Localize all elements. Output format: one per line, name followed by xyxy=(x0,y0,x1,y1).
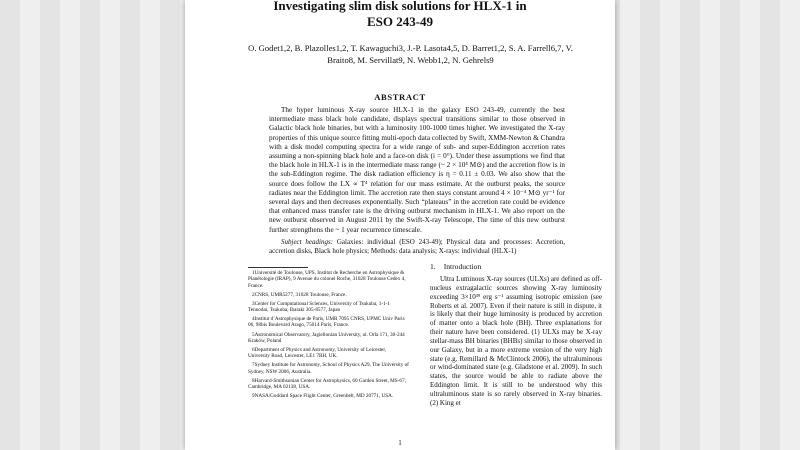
footnote: 3Center for Computational Sciences, University of Tsukuba, 1-1-1 Tennodai, Tsukuba, Ibaraki 305-8577, Japan xyxy=(248,300,390,314)
footnote: 5Astronomical Observatory, Jagiellonian University, ul. Orla 171, 30-244 Kraków, Poland xyxy=(248,331,405,344)
subject-headings-text: Galaxies: individual (ESO 243-49); Physical data and processes: Accretion, accretion disks, Black hole physics; Methods: data analysis; X-rays: individual (HLX-1) xyxy=(269,238,566,255)
footnote: 6Department of Physics and Astronomy, University of Leicester, University Road, Leicester, LE1 7RH, UK. xyxy=(248,346,387,360)
footnote: 1Université de Toulouse, UPS, Institut de Recherche en Astrophysique & Planétologie (IRAP), 9 Avenue du colonel Roche, 31028 Toulouse Cedex 4, France. xyxy=(248,270,406,289)
authors-line-2: Braito8, M. Servillat9, N. Webb1,2, N. Gehrels9 xyxy=(327,55,494,65)
footnote: 7Sydney Institute for Astronomy, School of Physics A29, The University of Sydney, NSW 2006, Australia. xyxy=(248,362,409,375)
footnote: 9NASA/Goddard Space Flight Center, Greenbelt, MD 20771, USA. xyxy=(252,393,394,400)
title-line-1: Investigating slim disk solutions for HLX-1 in xyxy=(273,0,527,13)
abstract-heading: ABSTRACT xyxy=(374,92,426,102)
footnote: 2CNRS, UMR5277, 31028 Toulouse, France. xyxy=(252,291,347,298)
paper-title xyxy=(185,0,615,30)
section-number: 1. xyxy=(430,262,436,271)
affiliation-footnotes xyxy=(248,270,409,402)
authors-line-1: O. Godet1,2, B. Plazolles1,2, T. Kawaguchi3, J.-P. Lasota4,5, D. Barret1,2, S. A. Farrell6,7, V. xyxy=(248,43,573,53)
footnote-rule xyxy=(248,267,308,268)
subject-headings-label: Subject headings: xyxy=(281,238,334,246)
footnote: 8Harvard-Smithsonian Center for Astrophysics, 60 Garden Street, MS-67, Cambridge, MA 02138, USA. xyxy=(248,377,406,391)
section-heading xyxy=(430,262,481,271)
page-number: 1 xyxy=(398,439,402,447)
abstract-text: The hyper luminous X-ray source HLX-1 in the galaxy ESO 243-49, currently the best intermediate mass black hole candidate, displays spectral transitions similar to those observed in Galactic black hole binaries, but with a luminosity 100-1000 times higher. We investigated the X-ray properties of this unique source fitting multi-epoch data collected by Swift, XMM-Newton & Chandra with a disk model computing spectra for a wide range of sub- and super-Eddington accretion rates assuming a non-spinning black hole and a face-on disk (i = 0°). Under these assumptions we find that the black hole in HLX-1 is in the intermediate mass range (~ 2 × 10⁴ M⊙) and the accretion flow is in the sub-Eddington regime. The disk radiation efficiency is η = 0.11 ± 0.03. We also show that the source does follow the LX ∝ T⁴ relation for our mass estimate. At the outburst peaks, the source radiates near the Eddington limit. The accretion rate then stays constant around 4 × 10⁻⁴ M⊙ yr⁻¹ for several days and then decreases exponentially. Such “plateaus” in the accretion rate could be evidence that enhanced mass transfer rate is the driving outburst mechanism in HLX-1. We also report on the new outburst observed in August 2011 by the Swift-X-ray Telescope. The time of this new outburst further strengthens the ~ 1 year recurrence timescale. xyxy=(269,106,565,234)
section-title: Introduction xyxy=(443,262,482,271)
paper-page xyxy=(185,0,615,450)
introduction-text: Ultra Luminous X-ray sources (ULXs) are defined as off-nucleus extragalactic sources showing X-ray luminosity exceeding 3×10³⁹ erg s⁻¹ assuming isotropic emission (see Roberts et al. 2007). Even if their nature is still in dispute, it is likely that their huge luminosity is produced by accretion of matter onto a black hole (BH). Three explanations for their nature have been considered. (1) ULXs may be X-ray stellar-mass BH binaries (BHBs) similar to those observed in our Galaxy, but in a more extreme version of the very high state (e.g. Remillard & McClintock 2006), the ultraluminous or wind-dominated state (e.g. Gladstone et al. 2009). In such states, the source would be able to radiate above the Eddington limit. It is still to be understood why this ultraluminous state is so rarely observed in X-ray binaries. (2) King et xyxy=(430,275,602,407)
subject-headings xyxy=(269,238,565,256)
footnote: 4Institut d’Astrophysique de Paris, UMR 7095 CNRS, UPMC Univ Paris 06, 98bis Boulevard Arago, 75014 Paris, France. xyxy=(248,316,405,329)
title-line-2: ESO 243-49 xyxy=(366,14,434,29)
author-list xyxy=(223,42,598,66)
